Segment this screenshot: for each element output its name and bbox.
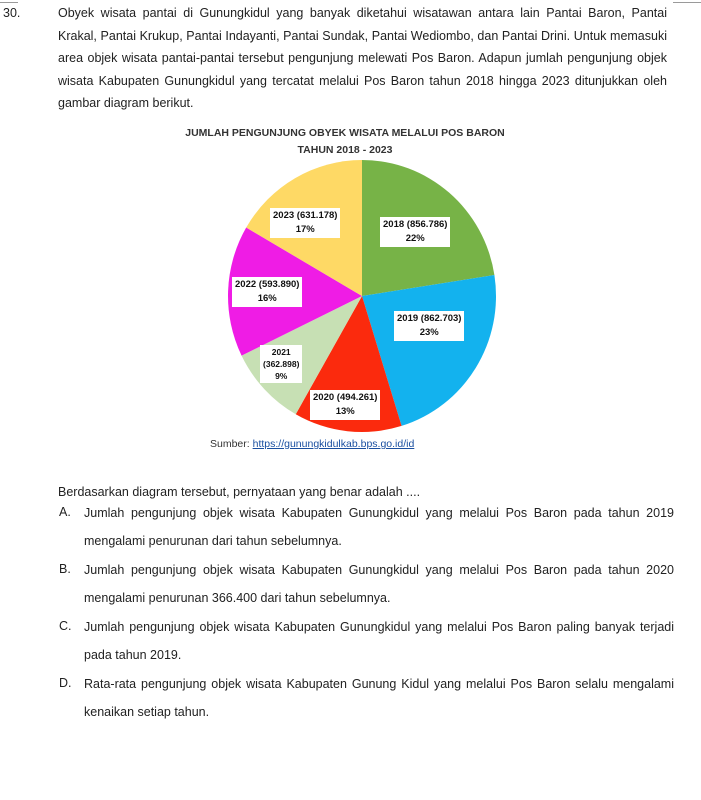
slice-label-2020: 2020 (494.261) 13%: [310, 390, 380, 420]
option-b-text[interactable]: Jumlah pengunjung objek wisata Kabupaten Gunungkidul yang melalui Pos Baron pada tahun 2020 mengalami penurunan 366.400 dari tahun sebelumnya.: [84, 563, 674, 605]
slice-label-2022-percent: 16%: [257, 293, 277, 304]
question-intro: Obyek wisata pantai di Gunungkidul yang banyak diketahui wisatawan antara lain Pantai Baron, Pantai Krakal, Pantai Krukup, Pantai Indayanti, Pantai Sundak, Pantai Wediombo, dan Pantai Drini. Untuk memasuki area objek wisata pantai-pantai tersebut pengunjung melewati Pos Baron. Adapun jumlah pengunjung objek wisata Kabupaten Gunungkidul yang tercatat melalui Pos Baron tahun 2018 hingga 2023 ditunjukkan oleh gambar diagram berikut.: [58, 6, 667, 110]
question-number: 30.: [3, 6, 21, 20]
option-a-text[interactable]: Jumlah pengunjung objek wisata Kabupaten Gunungkidul yang melalui Pos Baron pada tahun 2019 mengalami penurunan dari tahun sebelumnya.: [84, 506, 674, 548]
source-label: Sumber:: [210, 438, 253, 450]
option-d-text[interactable]: Rata-rata pengunjung objek wisata Kabupaten Gunung Kidul yang melalui Pos Baron selalu mengalami kenaikan setiap tahun.: [84, 677, 674, 719]
slice-label-2019-percent: 23%: [419, 327, 439, 338]
slice-label-2022: 2022 (593.890) 16%: [232, 277, 302, 307]
slice-label-2023-year: 2023: [273, 210, 295, 221]
chart-title: JUMLAH PENGUNJUNG OBYEK WISATA MELALUI POS BARON: [185, 127, 505, 139]
slice-label-2018-value: 856.786: [409, 219, 445, 230]
source-link[interactable]: https://gunungkidulkab.bps.go.id/id: [252, 438, 415, 450]
slice-label-2021-value: 362.898: [265, 359, 297, 369]
chart-subtitle: TAHUN 2018 - 2023: [297, 144, 393, 156]
slice-label-2018-year: 2018: [383, 219, 405, 230]
slice-label-2019-year: 2019: [397, 313, 419, 324]
slice-label-2021-percent: 9%: [275, 371, 288, 381]
slice-label-2023-value: 631.178: [299, 210, 335, 221]
slice-label-2021-year: 2021: [271, 347, 291, 357]
option-c-text[interactable]: Jumlah pengunjung objek wisata Kabupaten Gunungkidul yang melalui Pos Baron paling banyak terjadi pada tahun 2019.: [84, 620, 674, 662]
slice-label-2019: 2019 (862.703) 23%: [394, 311, 464, 341]
slice-label-2022-year: 2022: [235, 279, 257, 290]
slice-label-2023: 2023 (631.178) 17%: [270, 208, 340, 238]
slice-label-2018-percent: 22%: [405, 233, 425, 244]
slice-label-2023-percent: 17%: [295, 224, 315, 235]
slice-label-2020-value: 494.261: [339, 392, 375, 403]
option-c-letter: C.: [59, 619, 72, 633]
chart-source: [210, 438, 414, 450]
question-prompt: Berdasarkan diagram tersebut, pernyataan yang benar adalah ....: [58, 485, 421, 499]
slice-label-2019-value: 862.703: [423, 313, 459, 324]
option-d-letter: D.: [59, 676, 72, 690]
slice-label-2022-value: 593.890: [261, 279, 297, 290]
option-b-letter: B.: [59, 562, 71, 576]
slice-label-2021: 2021 (362.898) 9%: [260, 345, 302, 383]
option-a-letter: A.: [59, 505, 71, 519]
slice-label-2020-year: 2020: [313, 392, 335, 403]
slice-label-2020-percent: 13%: [335, 406, 355, 417]
slice-label-2018: 2018 (856.786) 22%: [380, 217, 450, 247]
